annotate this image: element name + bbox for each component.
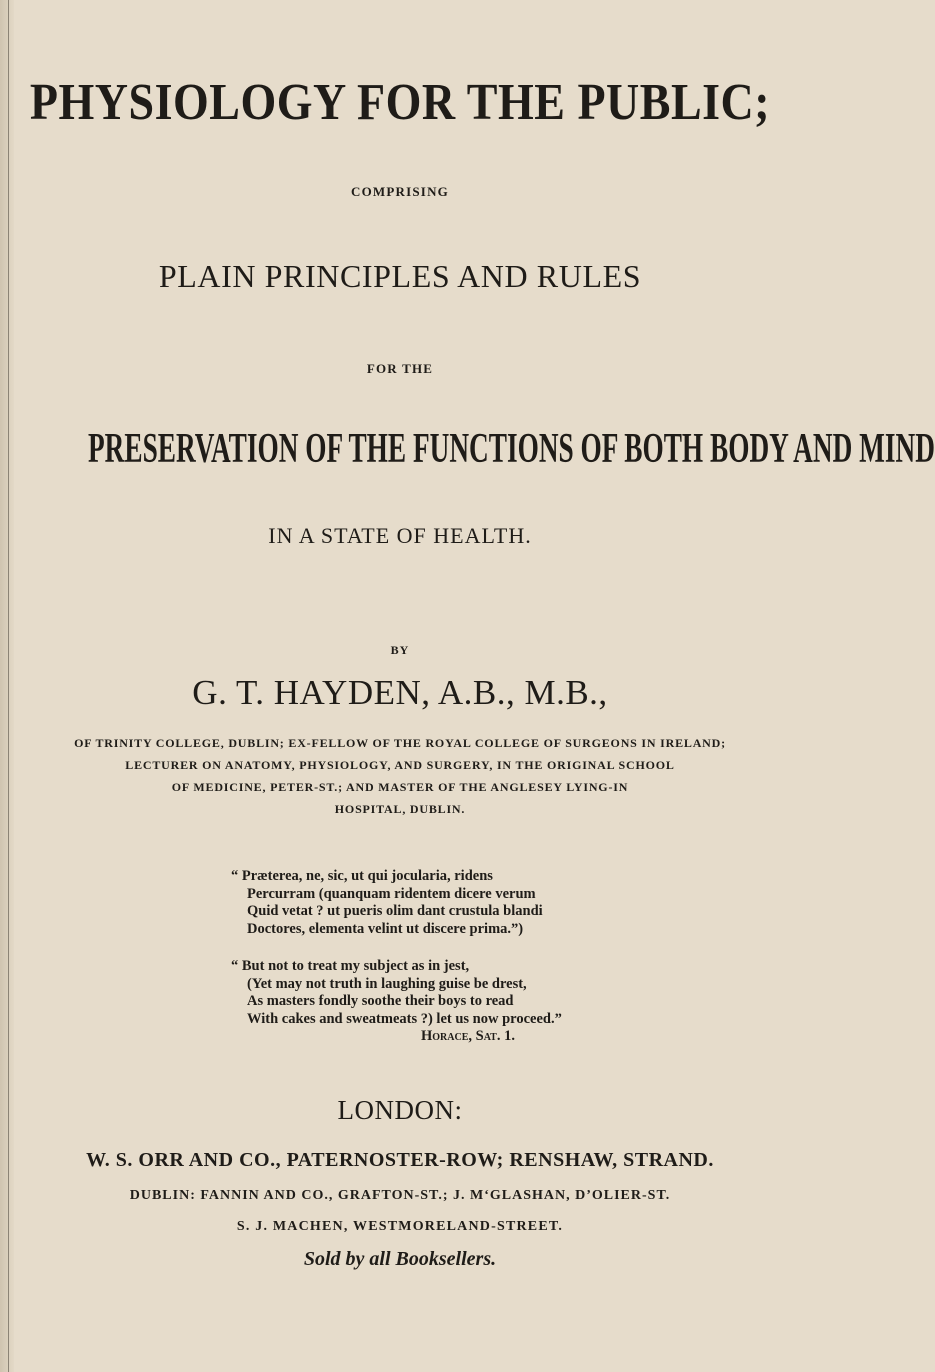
author-credential-line: HOSPITAL, DUBLIN. [334,802,466,816]
epigraph-line: With cakes and sweatmeats ?) let us now proceed.” [247,1010,562,1027]
by-label: BY [390,643,410,657]
epigraph-english [231,958,791,1046]
epigraph-line: Percurram (quanquam ridentem dicere verum [247,885,536,902]
author-credential-line: OF MEDICINE, PETER-ST.; AND MASTER OF THE ANGLESEY LYING-IN [171,780,629,794]
epigraph-line: “ But not to treat my subject as in jest, [231,958,470,974]
epigraph-line: “ Præterea, ne, sic, ut qui jocularia, ridens [231,868,493,884]
for-the-label: FOR THE [366,361,434,376]
epigraph-line: Quid vetat ? ut pueris olim dant crustula blandi [247,903,543,919]
epigraph-attribution: Horace, Sat. 1. [421,1028,515,1044]
preservation-heading: PRESERVATION OF THE FUNCTIONS OF BOTH BODY AND MIND [88,424,935,472]
publisher-line: W. S. ORR AND CO., PATERNOSTER-ROW; RENSHAW, STRAND. [86,1149,714,1171]
subtitle: PLAIN PRINCIPLES AND RULES [158,258,642,294]
epigraph-latin [231,868,791,938]
imprint-city: LONDON: [337,1095,463,1125]
publisher-line: S. J. MACHEN, WESTMORELAND-STREET. [236,1219,564,1234]
author-name: G. T. HAYDEN, A.B., M.B., [192,673,608,712]
book-title: PHYSIOLOGY FOR THE PUBLIC; [29,73,771,131]
epigraph-line: As masters fondly soothe their boys to read [247,993,514,1009]
author-credential-line: LECTURER ON ANATOMY, PHYSIOLOGY, AND SURGERY, IN THE ORIGINAL SCHOOL [125,758,675,772]
epigraph-line: (Yet may not truth in laughing guise be drest, [247,975,527,992]
epigraph-line: Doctores, elementa velint ut discere prima.”) [247,920,524,937]
publisher-line: DUBLIN: FANNIN AND CO., GRAFTON-ST.; J. M‘GLASHAN, D’OLIER-ST. [129,1188,671,1203]
sold-by-note: Sold by all Booksellers. [303,1248,497,1270]
state-of-health-line: IN A STATE OF HEALTH. [268,523,532,548]
comprising-label: COMPRISING [351,184,449,199]
author-credential-line: OF TRINITY COLLEGE, DUBLIN; EX-FELLOW OF THE ROYAL COLLEGE OF SURGEONS IN IRELAND; [74,736,726,750]
